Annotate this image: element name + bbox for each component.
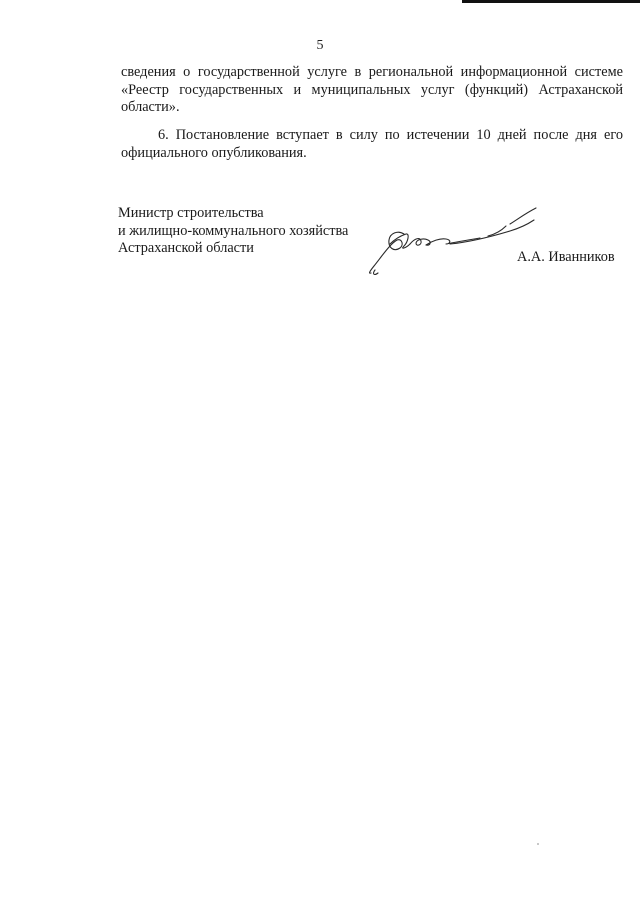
signatory-title-line: Астраханской области bbox=[118, 240, 254, 256]
signatory-title bbox=[118, 205, 348, 258]
text-line: «Реестр государственных и муниципальных услуг (функций) Астраханской bbox=[121, 81, 623, 98]
signatory-title-line: и жилищно-коммунального хозяйства bbox=[118, 222, 349, 239]
scan-speck bbox=[537, 843, 539, 845]
paragraph-effective-date bbox=[121, 127, 623, 162]
handwritten-signature bbox=[360, 200, 550, 280]
signatory-name: А.А. Иванников bbox=[517, 249, 615, 265]
page-number: 5 bbox=[316, 38, 324, 53]
paragraph-registry-info bbox=[121, 64, 623, 117]
text-line: 6. Постановление вступает в силу по истечении 10 дней после дня его bbox=[158, 127, 623, 143]
text-line: области». bbox=[121, 99, 180, 115]
signatory-title-line: Министр строительства bbox=[118, 205, 264, 221]
text-line: сведения о государственной услуге в региональной информационной системе bbox=[121, 64, 623, 80]
scan-edge-bar bbox=[462, 0, 640, 3]
text-line: официального опубликования. bbox=[121, 144, 307, 161]
